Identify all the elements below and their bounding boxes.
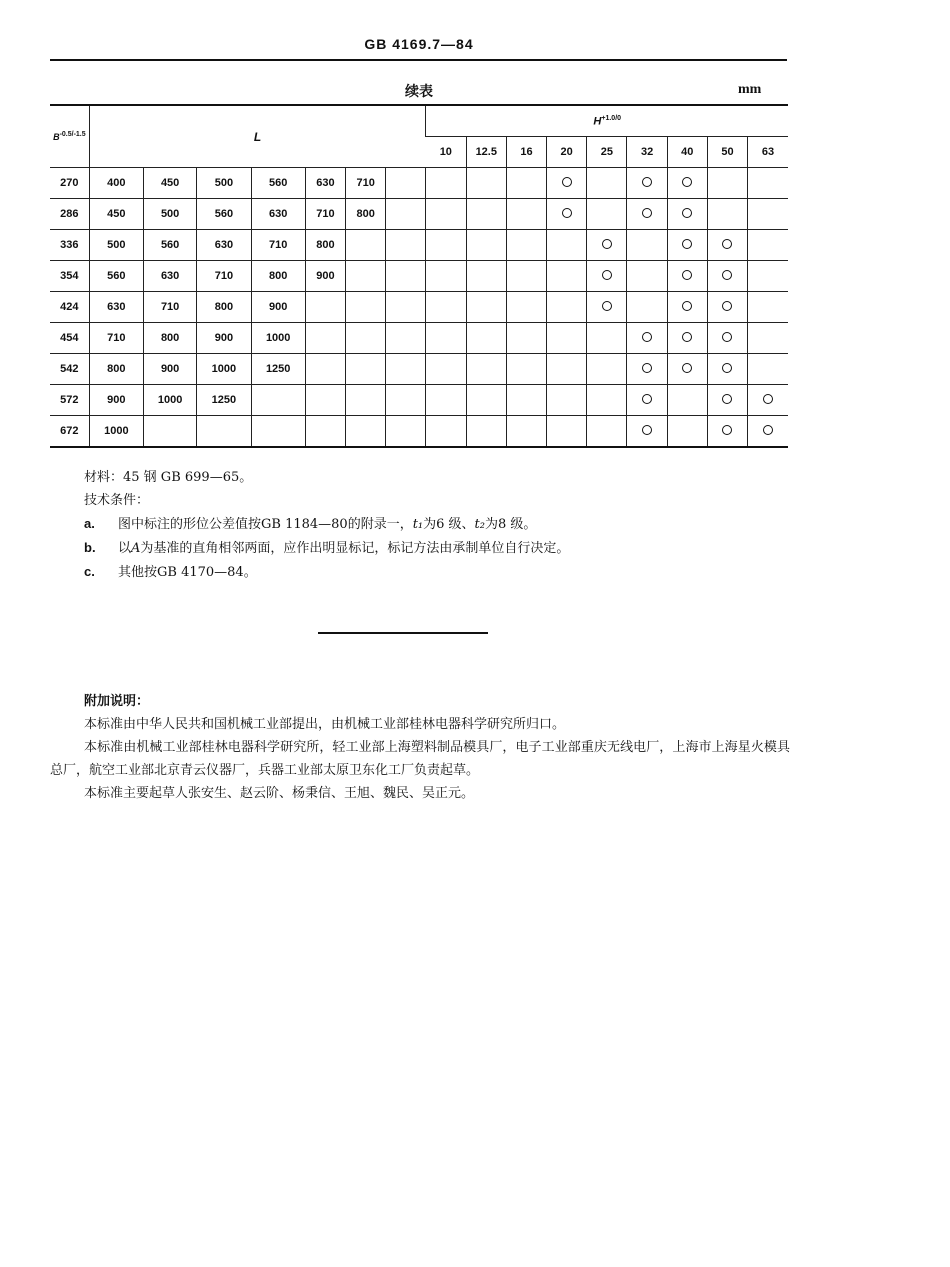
h-availability-cell [466,323,506,354]
circle-mark-icon [682,332,692,342]
note-text: 其他按GB 4170—84。 [118,565,257,580]
l-value-cell: 900 [251,292,305,323]
h-availability-cell [707,354,747,385]
h-availability-cell [547,416,587,448]
column-header-h: $H^{+1.0/0}$ [426,105,788,137]
l-value-cell: 400 [89,168,143,199]
h-availability-cell [426,292,466,323]
note-text: 为基准的直角相邻两面，应作出明显标记，标记方法由承制单位自行决定。 [140,541,570,556]
circle-mark-icon [642,332,652,342]
table-row [50,292,788,323]
note-label: c. [84,564,95,579]
b-value-cell: 424 [50,292,89,323]
h-availability-cell [707,292,747,323]
l-value-cell [386,385,426,416]
h-value-header: 25 [587,137,627,168]
h-availability-cell [748,416,788,448]
l-value-cell: 800 [197,292,251,323]
h-availability-cell [466,354,506,385]
l-value-cell [386,230,426,261]
l-value-cell: 900 [89,385,143,416]
circle-mark-icon [642,394,652,404]
table-row [50,354,788,385]
h-value-header: 40 [667,137,707,168]
h-availability-cell [506,385,546,416]
table-unit: mm [738,82,762,97]
h-availability-cell [466,261,506,292]
l-value-cell: 630 [197,230,251,261]
h-availability-cell [426,199,466,230]
l-value-cell [386,199,426,230]
h-availability-cell [587,230,627,261]
h-availability-cell [707,261,747,292]
l-value-cell: 560 [197,199,251,230]
l-value-cell: 450 [89,199,143,230]
b-value-cell: 286 [50,199,89,230]
circle-mark-icon [602,239,612,249]
h-availability-cell [547,261,587,292]
h-availability-cell [627,199,667,230]
circle-mark-icon [722,363,732,373]
circle-mark-icon [682,177,692,187]
h-availability-cell [627,354,667,385]
h-availability-cell [426,416,466,448]
h-availability-cell [748,323,788,354]
table-row [50,230,788,261]
h-availability-cell [506,199,546,230]
h-availability-cell [506,354,546,385]
l-value-cell: 800 [143,323,196,354]
h-availability-cell [547,385,587,416]
h-value-header: 20 [547,137,587,168]
l-value-cell [346,230,386,261]
h-availability-cell [748,168,788,199]
b-value-cell: 354 [50,261,89,292]
table-row [50,416,788,448]
b-value-cell: 270 [50,168,89,199]
appendix-section [50,690,790,805]
note-item-a [84,512,784,536]
h-availability-cell [667,230,707,261]
note-symbol-a: A [131,541,141,556]
b-value-cell: 454 [50,323,89,354]
table-row [50,199,788,230]
h-availability-cell [466,199,506,230]
h-availability-cell [587,168,627,199]
h-availability-cell [667,416,707,448]
b-value-cell: 572 [50,385,89,416]
h-availability-cell [748,292,788,323]
l-value-cell [386,416,426,448]
h-availability-cell [627,416,667,448]
h-availability-cell [748,385,788,416]
l-value-cell: 710 [305,199,345,230]
table-row [50,323,788,354]
l-value-cell [346,354,386,385]
l-value-cell: 1000 [89,416,143,448]
l-value-cell: 630 [251,199,305,230]
h-availability-cell [506,230,546,261]
l-value-cell [346,261,386,292]
circle-mark-icon [642,425,652,435]
h-availability-cell [667,354,707,385]
h-availability-cell [587,261,627,292]
notes-section [84,466,784,584]
h-availability-cell [627,261,667,292]
l-value-cell [305,416,345,448]
h-value-header: 50 [707,137,747,168]
l-value-cell [305,323,345,354]
h-availability-cell [587,292,627,323]
l-value-cell: 800 [346,199,386,230]
circle-mark-icon [562,208,572,218]
l-value-cell: 710 [197,261,251,292]
h-availability-cell [707,416,747,448]
l-value-cell [197,416,251,448]
l-value-cell: 560 [89,261,143,292]
l-value-cell: 630 [143,261,196,292]
table-caption: 续表 [405,84,433,100]
note-text: 为6 级、 [423,517,475,532]
l-value-cell [386,323,426,354]
table-row [50,261,788,292]
circle-mark-icon [642,177,652,187]
note-symbol-t2: t₂ [474,517,485,532]
note-symbol-t1: t₁ [412,517,424,532]
b-value-cell: 336 [50,230,89,261]
l-value-cell [346,385,386,416]
circle-mark-icon [602,301,612,311]
h-availability-cell [466,416,506,448]
l-value-cell [346,292,386,323]
l-value-cell: 800 [305,230,345,261]
l-value-cell: 500 [143,199,196,230]
h-availability-cell [466,230,506,261]
h-availability-cell [667,292,707,323]
l-value-cell [386,292,426,323]
h-availability-cell [707,168,747,199]
circle-mark-icon [722,270,732,280]
l-value-cell [143,416,196,448]
h-availability-cell [748,354,788,385]
circle-mark-icon [642,363,652,373]
h-availability-cell [627,323,667,354]
table-body [50,168,788,448]
l-value-cell: 1000 [143,385,196,416]
l-value-cell: 800 [251,261,305,292]
h-availability-cell [587,385,627,416]
h-availability-cell [426,230,466,261]
circle-mark-icon [722,425,732,435]
l-value-cell [386,168,426,199]
appendix-title: 附加说明： [84,694,150,709]
column-header-l: L [89,105,426,168]
table-row [50,168,788,199]
note-item-c [84,560,784,584]
h-availability-cell [506,292,546,323]
h-availability-cell [627,230,667,261]
l-value-cell [305,354,345,385]
h-availability-cell [707,323,747,354]
circle-mark-icon [722,394,732,404]
l-value-cell: 1000 [251,323,305,354]
l-value-cell: 710 [143,292,196,323]
h-availability-cell [506,168,546,199]
header-rule [50,59,787,61]
b-value-cell: 672 [50,416,89,448]
dimension-table [50,104,788,448]
h-value-header: 10 [426,137,466,168]
material-note: 材料：45 钢 GB 699—65。 [84,470,253,485]
h-value-header: 32 [627,137,667,168]
h-availability-cell [506,416,546,448]
l-value-cell: 630 [89,292,143,323]
l-value-cell: 500 [197,168,251,199]
h-availability-cell [426,385,466,416]
l-value-cell: 450 [143,168,196,199]
circle-mark-icon [763,394,773,404]
l-value-cell [346,323,386,354]
note-text: 以 [118,541,132,556]
note-text: 图中标注的形位公差值按GB 1184—80的附录一， [118,517,413,532]
note-item-b [84,536,784,560]
h-availability-cell [426,261,466,292]
tech-conditions-title: 技术条件： [84,493,150,508]
h-availability-cell [707,199,747,230]
table-row [50,385,788,416]
section-divider [318,632,488,634]
h-availability-cell [748,261,788,292]
l-value-cell [305,385,345,416]
l-value-cell [386,354,426,385]
h-availability-cell [667,261,707,292]
h-availability-cell [627,385,667,416]
l-value-cell [386,261,426,292]
circle-mark-icon [722,301,732,311]
h-availability-cell [506,323,546,354]
l-value-cell: 560 [251,168,305,199]
circle-mark-icon [763,425,773,435]
l-value-cell: 900 [143,354,196,385]
l-value-cell: 710 [346,168,386,199]
page-header: GB 4169.7—84 [364,36,474,52]
appendix-paragraph: 本标准由中华人民共和国机械工业部提出，由机械工业部桂林电器科学研究所归口。 [84,717,566,732]
h-availability-cell [547,168,587,199]
h-availability-cell [627,168,667,199]
h-availability-cell [547,292,587,323]
l-value-cell: 630 [305,168,345,199]
circle-mark-icon [682,270,692,280]
h-availability-cell [707,385,747,416]
h-availability-cell [547,354,587,385]
l-value-cell: 900 [197,323,251,354]
h-availability-cell [667,168,707,199]
h-availability-cell [707,230,747,261]
appendix-paragraph: 本标准由机械工业部桂林电器科学研究所，轻工业部上海塑料制品模具厂，电子工业部重庆无线电厂，上海市上海星火模具总厂，航空工业部北京青云仪器厂，兵器工业部太原卫东化工厂负责起草。 [50,740,790,778]
l-value-cell: 500 [89,230,143,261]
h-availability-cell [547,230,587,261]
h-availability-cell [748,230,788,261]
circle-mark-icon [722,239,732,249]
h-availability-cell [466,292,506,323]
h-availability-cell [587,199,627,230]
h-availability-cell [667,385,707,416]
note-label: a. [84,516,95,531]
column-header-b: $B^{-0.5/-1.5}$ [50,105,89,168]
circle-mark-icon [682,363,692,373]
l-value-cell: 710 [89,323,143,354]
circle-mark-icon [682,239,692,249]
h-availability-cell [587,416,627,448]
l-value-cell: 1250 [197,385,251,416]
l-value-cell [346,416,386,448]
h-value-header: 16 [506,137,546,168]
h-availability-cell [426,354,466,385]
l-value-cell: 800 [89,354,143,385]
l-value-cell: 710 [251,230,305,261]
h-availability-cell [587,354,627,385]
note-text: 为8 级。 [484,517,537,532]
h-availability-cell [667,323,707,354]
l-value-cell [251,416,305,448]
h-availability-cell [506,261,546,292]
circle-mark-icon [602,270,612,280]
h-availability-cell [466,385,506,416]
h-availability-cell [466,168,506,199]
b-value-cell: 542 [50,354,89,385]
note-label: b. [84,540,96,555]
l-value-cell: 560 [143,230,196,261]
l-value-cell [251,385,305,416]
h-availability-cell [426,168,466,199]
h-value-header: 12.5 [466,137,506,168]
h-availability-cell [748,199,788,230]
h-value-header: 63 [748,137,788,168]
circle-mark-icon [722,332,732,342]
h-availability-cell [587,323,627,354]
circle-mark-icon [562,177,572,187]
l-value-cell: 900 [305,261,345,292]
h-availability-cell [667,199,707,230]
appendix-paragraph: 本标准主要起草人张安生、赵云阶、杨秉信、王旭、魏民、吴正元。 [84,786,475,801]
circle-mark-icon [682,301,692,311]
l-value-cell: 1000 [197,354,251,385]
l-value-cell [305,292,345,323]
h-availability-cell [627,292,667,323]
circle-mark-icon [682,208,692,218]
circle-mark-icon [642,208,652,218]
h-availability-cell [426,323,466,354]
h-availability-cell [547,199,587,230]
h-availability-cell [547,323,587,354]
l-value-cell: 1250 [251,354,305,385]
